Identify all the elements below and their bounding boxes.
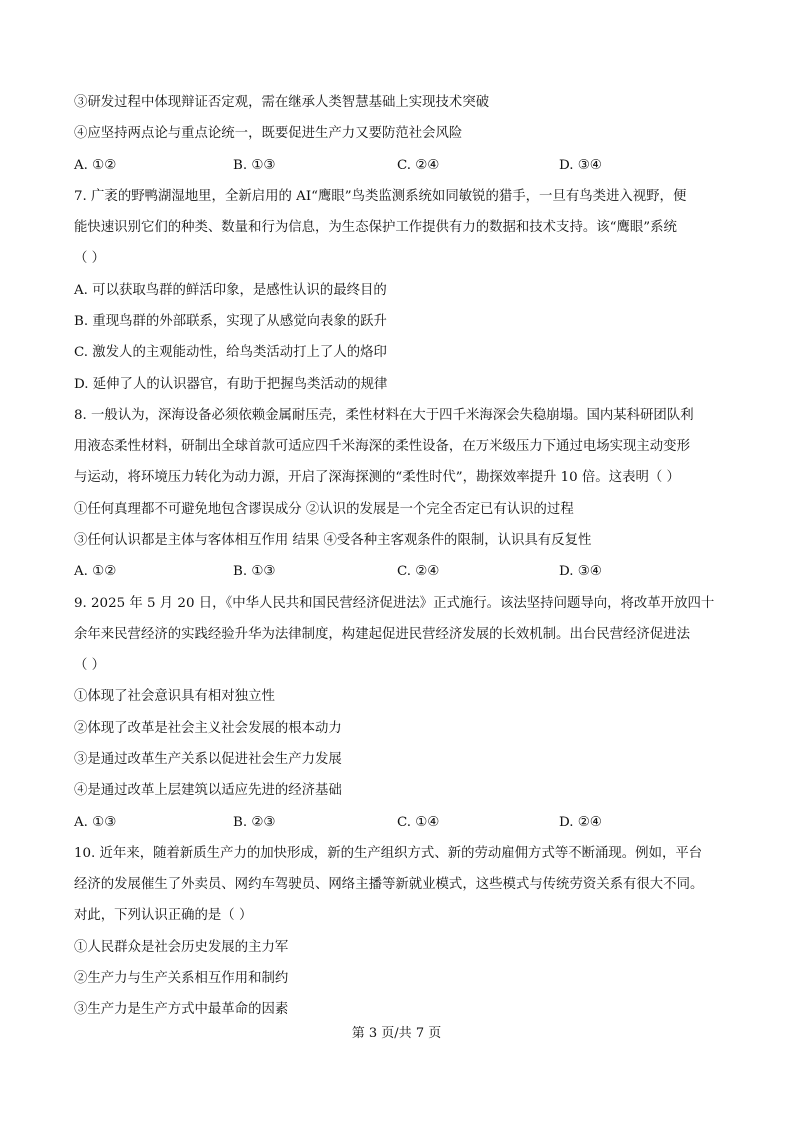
- question-7-stem: 能快速识别它们的种类、数量和行为信息，为生态保护工作提供有力的数据和技术支持。该“鹰眼”系统: [74, 220, 677, 235]
- question-10-stem: 对此，下列认识正确的是（ ）: [74, 908, 253, 923]
- question-7-choice-d: D. 延伸了人的认识器官，有助于把握鸟类活动的规律: [74, 377, 388, 392]
- option-a: A. ①②: [74, 564, 117, 579]
- question-9-statement-1: ①体现了社会意识具有相对独立性: [74, 689, 275, 704]
- question-10-statement-1: ①人民群众是社会历史发展的主力军: [74, 940, 289, 955]
- option-d: D. ③④: [559, 564, 602, 579]
- option-b: B. ①③: [233, 564, 276, 579]
- answer-options-row: [74, 156, 714, 176]
- option-b: B. ②③: [233, 815, 276, 830]
- answer-options-row: [74, 813, 714, 833]
- question-9-stem: 9. 2025 年 5 月 20 日，《中华人民共和国民营经济促进法》正式施行。该法坚持问题导向，将改革开放四十: [74, 596, 715, 611]
- option-a: A. ①③: [74, 815, 117, 830]
- question-10-statement-3: ③生产力是生产方式中最革命的因素: [74, 1002, 289, 1017]
- question-9-statement-3: ③是通过改革生产关系以促进社会生产力发展: [74, 752, 342, 767]
- option-d: D. ③④: [559, 158, 602, 173]
- answer-blank: （ ）: [74, 251, 106, 266]
- question-8-statements: ③任何认识都是主体与客体相互作用 结果 ④受各种主客观条件的限制，认识具有反复性: [74, 533, 592, 548]
- question-10-stem: 经济的发展催生了外卖员、网约车驾驶员、网络主播等新就业模式，这些模式与传统劳资关系有很大不同。: [74, 877, 704, 892]
- option-c: C. ①④: [397, 815, 440, 830]
- option-c: C. ②④: [397, 564, 440, 579]
- question-9-statement-2: ②体现了改革是社会主义社会发展的根本动力: [74, 721, 342, 736]
- option-c: C. ②④: [397, 158, 440, 173]
- question-7-choice-a: A. 可以获取鸟群的鲜活印象，是感性认识的最终目的: [74, 283, 387, 298]
- question-8-stem: 用液态柔性材料，研制出全球首款可适应四千米海深的柔性设备，在万米级压力下通过电场实现主动变形: [74, 439, 690, 454]
- question-8-stem: 与运动，将环境压力转化为动力源，开启了深海探测的“柔性时代”，勘探效率提升 10 倍。这表明（ ）: [74, 470, 680, 485]
- question-8-stem: 8. 一般认为，深海设备必须依赖金属耐压壳，柔性材料在大于四千米海深会失稳崩塌。国内某科研团队利: [74, 408, 694, 423]
- question-10-statement-2: ②生产力与生产关系相互作用和制约: [74, 971, 289, 986]
- question-10-stem: 10. 近年来，随着新质生产力的加快形成，新的生产组织方式、新的劳动雇佣方式等不断涌现。例如，平台: [74, 846, 703, 861]
- answer-options-row: [74, 562, 714, 582]
- statement-line: ③研发过程中体现辩证否定观，需在继承人类智慧基础上实现技术突破: [74, 95, 490, 110]
- answer-blank: （ ）: [74, 658, 106, 673]
- question-9-stem: 余年来民营经济的实践经验升华为法律制度，构建起促进民营经济发展的长效机制。出台民营经济促进法: [74, 627, 690, 642]
- question-7-stem: 7. 广袤的野鸭湖湿地里，全新启用的 AI“鹰眼”鸟类监测系统如同敏锐的猎手，一旦有鸟类进入视野，便: [74, 189, 687, 204]
- option-b: B. ①③: [233, 158, 276, 173]
- option-d: D. ②④: [559, 815, 602, 830]
- statement-line: ④应坚持两点论与重点论统一，既要促进生产力又要防范社会风险: [74, 126, 463, 141]
- question-7-choice-b: B. 重现鸟群的外部联系，实现了从感觉向表象的跃升: [74, 314, 387, 329]
- option-a: A. ①②: [74, 158, 117, 173]
- question-7-choice-c: C. 激发人的主观能动性，给鸟类活动打上了人的烙印: [74, 345, 387, 360]
- question-9-statement-4: ④是通过改革上层建筑以适应先进的经济基础: [74, 783, 342, 798]
- page-number: 第 3 页/共 7 页: [351, 1026, 442, 1041]
- question-8-statements: ①任何真理都不可避免地包含谬误成分 ②认识的发展是一个完全否定已有认识的过程: [74, 502, 574, 517]
